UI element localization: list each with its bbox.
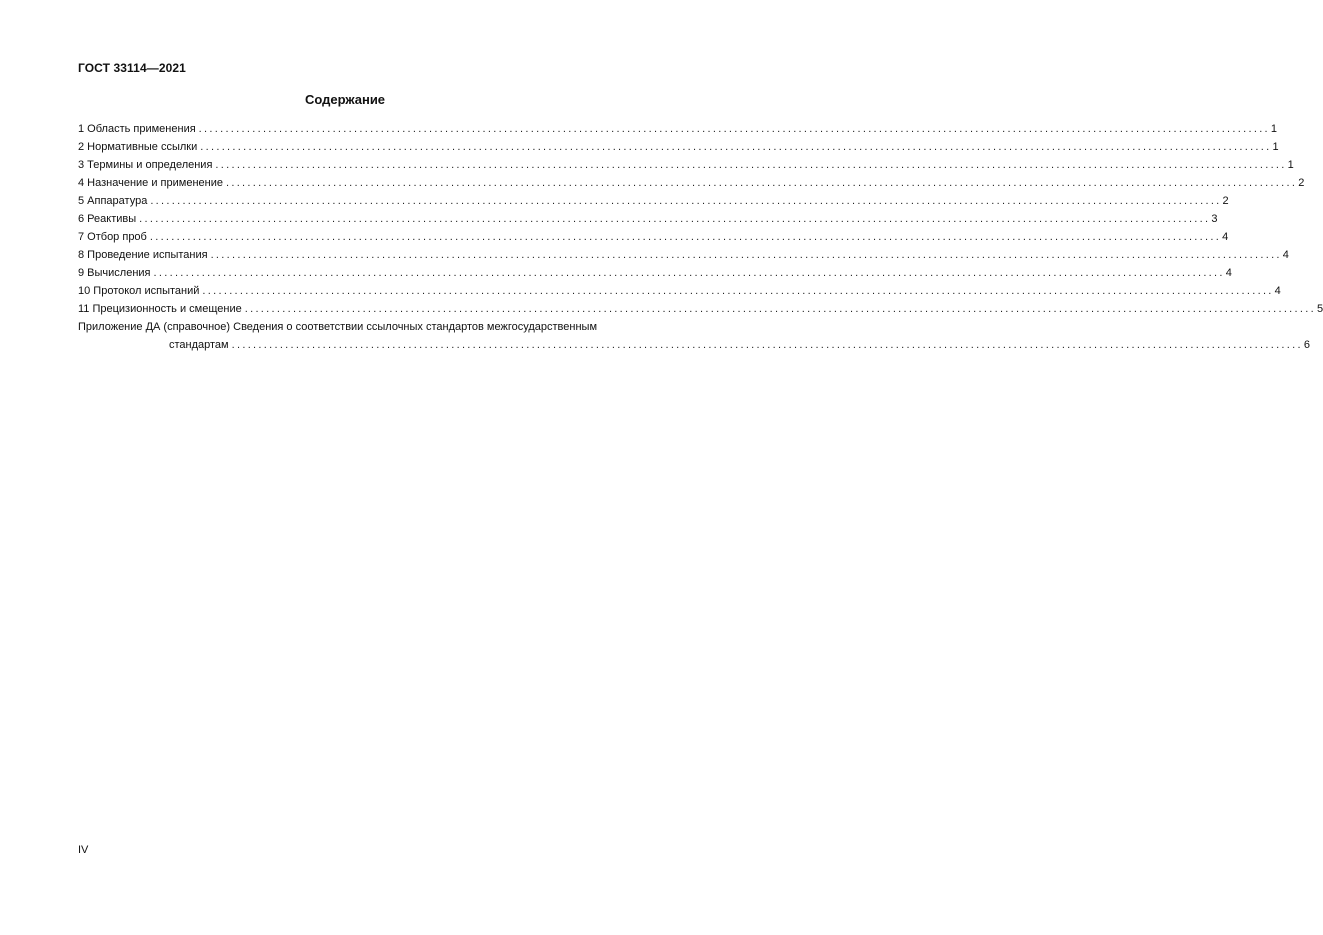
toc-title: Содержание	[304, 92, 386, 107]
toc-entry-label: 3 Термины и определения	[78, 159, 213, 171]
toc-leader-dots: ........................................................................................................................................................................................................	[150, 195, 1222, 207]
toc-entry[interactable]	[78, 210, 1218, 228]
toc-entry-page: 1	[1287, 159, 1294, 171]
toc-appendix-label: Приложение ДА (справочное) Сведения о соответствии ссылочных стандартов межгосударственным	[78, 321, 598, 333]
toc-entry-label: 2 Нормативные ссылки	[78, 141, 198, 153]
toc-entry[interactable]	[78, 282, 1281, 300]
toc-leader-dots: ........................................................................................................................................................................................................	[153, 267, 1225, 279]
toc-entry-page: 4	[1282, 249, 1289, 261]
toc-leader-dots: ........................................................................................................................................................................................................	[139, 213, 1211, 225]
toc-entry[interactable]	[78, 192, 1229, 210]
toc-leader-dots: ........................................................................................................................................................................................................	[231, 339, 1303, 351]
toc-entry-page: 5	[1316, 303, 1323, 315]
toc-entry[interactable]	[78, 228, 1229, 246]
toc-entry-label: 6 Реактивы	[78, 213, 137, 225]
toc-entry-page: 3	[1211, 213, 1218, 225]
toc-leader-dots: ........................................................................................................................................................................................................	[225, 177, 1298, 189]
toc-appendix-entry[interactable]	[78, 318, 1310, 354]
toc-entry-label: 9 Вычисления	[78, 267, 151, 279]
toc-entry-page: 2	[1222, 195, 1229, 207]
toc-entry-page: 1	[1272, 141, 1279, 153]
toc-entry[interactable]	[78, 156, 1294, 174]
toc-entry-page: 2	[1298, 177, 1305, 189]
toc-leader-dots: ........................................................................................................................................................................................................	[198, 123, 1270, 135]
toc-entry-label: 4 Назначение и применение	[78, 177, 223, 189]
toc-entry-page: 4	[1225, 267, 1232, 279]
toc-leader-dots: ........................................................................................................................................................................................................	[244, 303, 1316, 315]
table-of-contents	[78, 120, 1323, 354]
toc-entry[interactable]	[78, 120, 1278, 138]
toc-entry-page: 1	[1270, 123, 1278, 135]
toc-leader-dots: ........................................................................................................................................................................................................	[210, 249, 1282, 261]
toc-entry-page: 4	[1274, 285, 1281, 297]
toc-entry[interactable]	[78, 246, 1289, 264]
toc-appendix-continuation	[78, 336, 1310, 354]
toc-entry-label: 8 Проведение испытания	[78, 249, 208, 261]
standard-header: ГОСТ 33114—2021	[78, 61, 186, 75]
toc-entry[interactable]	[78, 300, 1323, 318]
toc-entry-label: 5 Аппаратура	[78, 195, 148, 207]
toc-entry-label: 1 Область применения	[78, 123, 196, 135]
toc-appendix-page: 6	[1303, 339, 1310, 351]
toc-leader-dots: ........................................................................................................................................................................................................	[149, 231, 1222, 243]
page-number: IV	[78, 844, 89, 856]
toc-entry-label: 10 Протокол испытаний	[78, 285, 200, 297]
toc-appendix-label-cont: стандартам	[169, 339, 229, 351]
toc-entry-label: 11 Прецизионность и смещение	[78, 303, 242, 315]
toc-leader-dots: ........................................................................................................................................................................................................	[202, 285, 1274, 297]
toc-leader-dots: ........................................................................................................................................................................................................	[200, 141, 1272, 153]
toc-leader-dots: ........................................................................................................................................................................................................	[215, 159, 1287, 171]
toc-entry[interactable]	[78, 174, 1305, 192]
toc-entry-label: 7 Отбор проб	[78, 231, 147, 243]
toc-entry[interactable]	[78, 138, 1279, 156]
toc-entry[interactable]	[78, 264, 1232, 282]
toc-entry-page: 4	[1222, 231, 1229, 243]
